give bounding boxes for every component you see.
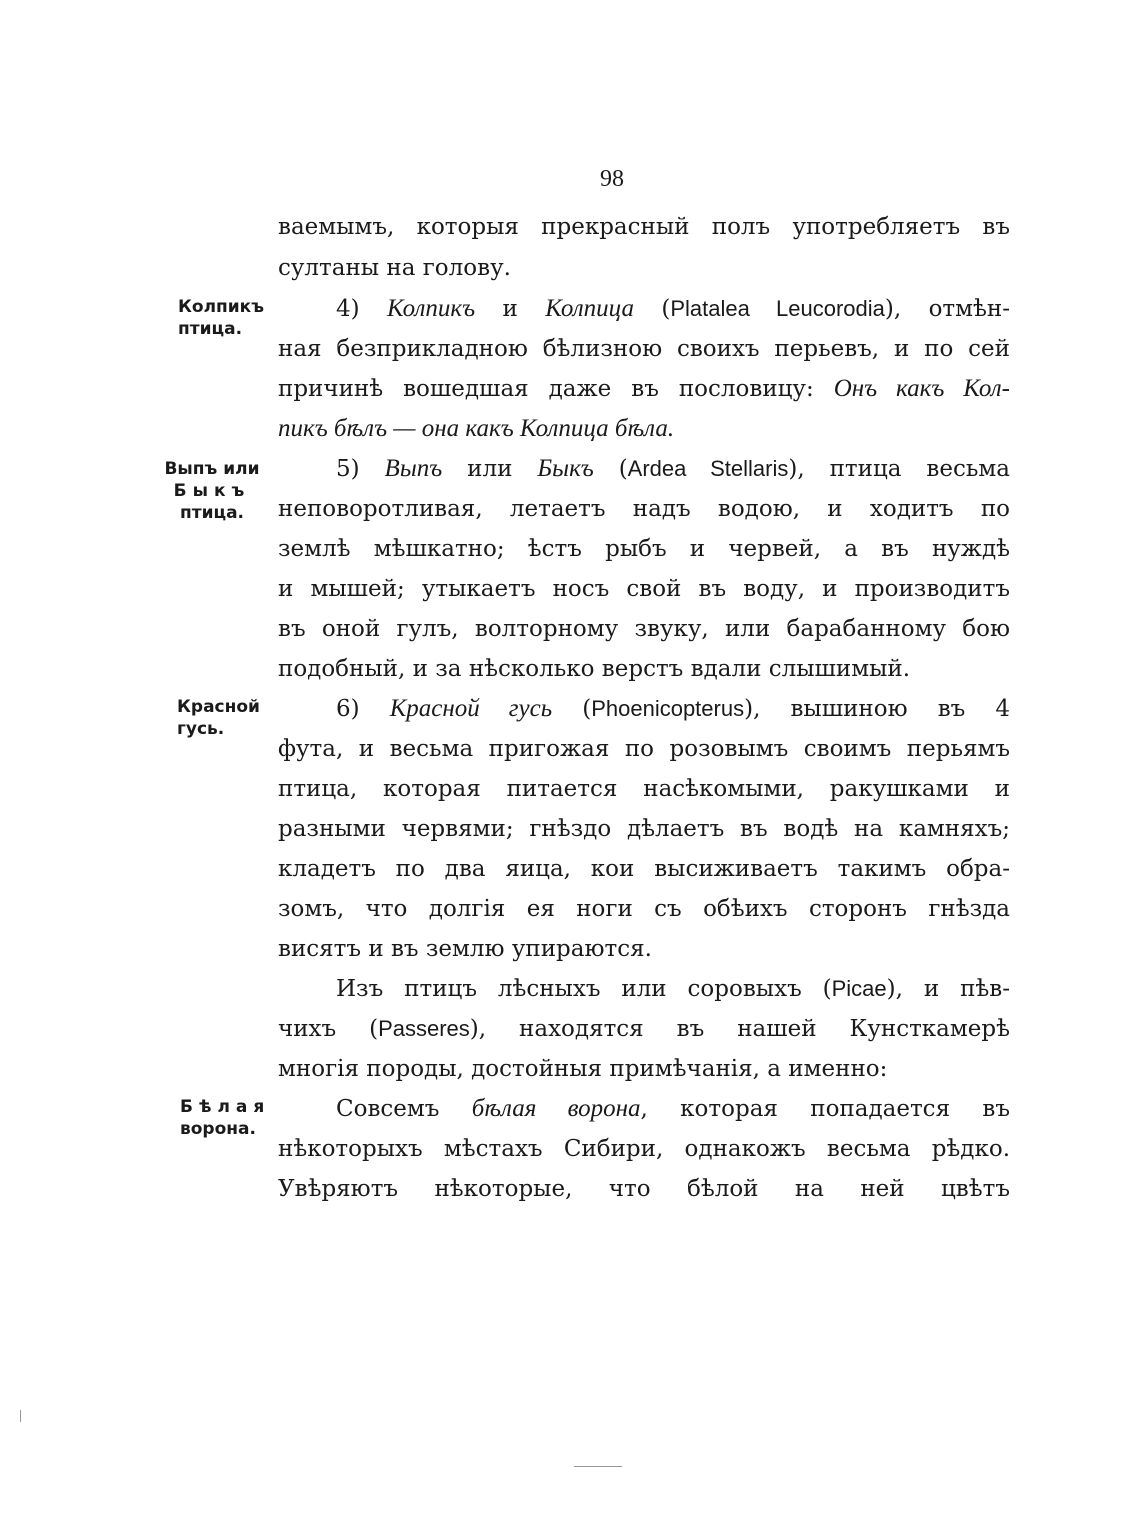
text-line: висятъ и въ землю упираются. — [278, 936, 652, 962]
scan-mark — [574, 1466, 622, 1467]
text-line: неповоротливая, летаетъ надъ водою, и ходитъ по — [278, 496, 1010, 522]
sidenote-line: Быкъ — [173, 481, 251, 501]
text-line: Увѣряютъ нѣкоторые, что бѣлой на ней цвѣтъ — [278, 1176, 1010, 1202]
text-line: чихъ (Passeres), находятся въ нашей Кунсткамерѣ — [278, 1016, 1010, 1042]
sidenote-line: Выпъ или — [164, 459, 260, 479]
text-line: и мышей; утыкаетъ носъ свой въ воду, и производитъ — [278, 576, 1010, 602]
text-line: Совсемъ бѣлая ворона, которая попадается въ — [336, 1095, 1010, 1122]
scan-mark — [20, 1410, 21, 1422]
text-line: султаны на голову. — [278, 255, 511, 281]
text-line: 4) Колпикъ и Колпица (Platalea Leucorodia), отмѣн- — [336, 295, 1010, 322]
text-line: кладетъ по два яица, кои высиживаетъ такимъ обра- — [278, 856, 1010, 882]
sidenote-kolpik — [178, 296, 264, 340]
sidenote-line: птица. — [179, 503, 245, 523]
text-line: 6) Красной гусь (Phoenicopterus), вышиною въ 4 — [336, 695, 1010, 722]
text-line: подобный, и за нѣсколько верстъ вдали слышимый. — [278, 656, 911, 682]
text-line: многія породы, достойныя примѣчанія, а именно: — [278, 1056, 888, 1082]
sidenote-line: птица. — [178, 319, 243, 339]
text-line: нѣкоторыхъ мѣстахъ Сибири, однакожъ весьма рѣдко. — [278, 1136, 1010, 1162]
text-line: пикъ бѣлъ — она какъ Колпица бѣла. — [278, 415, 675, 442]
text-line: фута, и весьма пригожая по розовымъ своимъ перьямъ — [278, 736, 1010, 762]
sidenote-line: Бѣлая — [180, 1097, 271, 1117]
text-line: Изъ птицъ лѣсныхъ или соровыхъ (Picae), и пѣв- — [336, 976, 1010, 1002]
text-line: зомъ, что долгія ея ноги съ обѣихъ сторонъ гнѣзда — [278, 896, 1010, 922]
text-line: ная безприкладною бѣлизною своихъ перьевъ, и по сей — [278, 336, 1010, 362]
sidenote-line: гусь. — [177, 719, 225, 739]
sidenote-line: ворона. — [180, 1119, 256, 1139]
sidenote-line: Красной — [177, 697, 260, 717]
sidenote-line: Колпикъ — [178, 297, 264, 317]
sidenote-vyp — [162, 458, 262, 524]
text-line: птица, которая питается насѣкомыми, ракушками и — [278, 776, 1010, 802]
text-line: землѣ мѣшкатно; ѣстъ рыбъ и червей, а въ нуждѣ — [278, 536, 1010, 562]
text-line: 5) Выпъ или Быкъ (Ardea Stellaris), птица весьма — [336, 455, 1010, 482]
sidenote-gus — [177, 696, 260, 740]
text-line: ваемымъ, которыя прекрасный полъ употребляетъ въ — [278, 214, 1010, 240]
text-line: причинѣ вошедшая даже въ пословицу: Онъ какъ Кол- — [278, 375, 1010, 402]
sidenote-vorona — [180, 1096, 270, 1140]
text-line: разными червями; гнѣздо дѣлаетъ въ водѣ на камняхъ; — [278, 816, 1010, 842]
text-line: въ оной гулъ, волторному звуку, или барабанному бою — [278, 616, 1010, 642]
page-number: 98 — [600, 166, 624, 192]
